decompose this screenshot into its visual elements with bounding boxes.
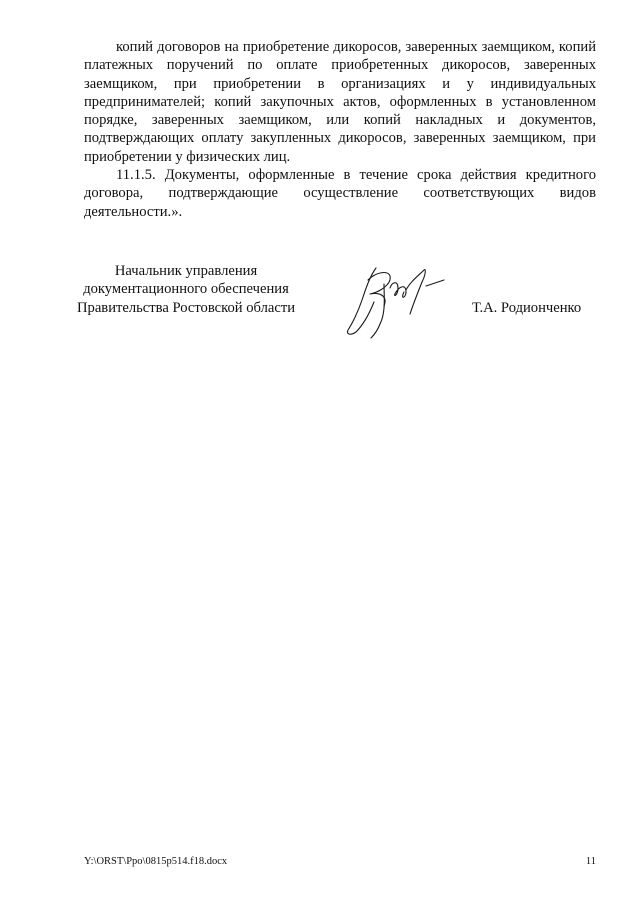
footer-file-path: Y:\ORST\Ppo\0815p514.f18.docx xyxy=(84,856,228,867)
handwritten-signature xyxy=(340,262,460,342)
body-paragraph-2: 11.1.5. Документы, оформленные в течение срока действия кредитного договора, подтверждающие осуществление соответствующих видов деятельности.». xyxy=(84,167,596,220)
document-body xyxy=(84,38,596,221)
signatory-title-line-2: документационного обеспечения xyxy=(83,281,289,297)
signatory-title-line-1: Начальник управления xyxy=(114,263,258,279)
signatory-name: Т.А. Родионченко xyxy=(472,300,582,316)
signatory-title-line-3: Правительства Ростовской области xyxy=(76,300,296,316)
body-paragraph-1: копий договоров на приобретение дикоросов, заверенных заемщиком, копий платежных поручений по оплате приобретенных дикоросов, заверенных заемщиком, при приобретении в организациях и у индивидуальных предпринимателей; копий закупочных актов, оформленных в установленном порядке, заверенных заемщиком, или копий накладных и документов, подтверждающих оплату закупленных дикоросов, заверенных заемщиком, при приобретении у физических лиц. xyxy=(84,39,596,165)
page-number: 11 xyxy=(585,856,596,867)
signature-block xyxy=(0,262,640,352)
